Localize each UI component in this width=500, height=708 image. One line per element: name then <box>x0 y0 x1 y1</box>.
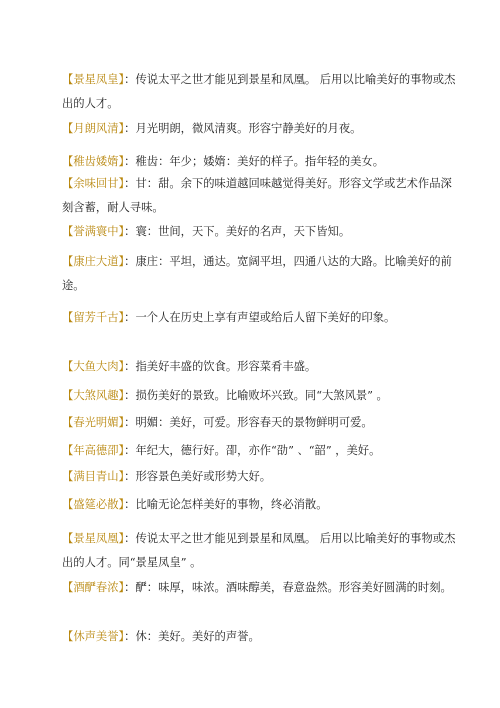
idiom-term: 月朗风清 <box>73 122 119 135</box>
idiom-definition: ：形容景色美好或形势大好。 <box>124 470 272 483</box>
idiom-definition: ：甘：甜。余下的味道越回味越觉得美好。形容文学或艺术作品深刻含蓄，耐人寻味。 <box>62 177 452 214</box>
idiom-entry: 【康庄大道】：康庄：平坦，通达。宽阔平坦，四通八达的大路。比喻美好的前途。 <box>62 255 452 292</box>
idiom-entry: 【余味回甘】：甘：甜。余下的味道越回味越觉得美好。形容文学或艺术作品深刻含蓄，耐人寻味。 <box>62 177 452 214</box>
idiom-term: 康庄大道 <box>73 255 119 268</box>
idiom-term: 誉满寰中 <box>73 225 119 238</box>
idiom-term: 春光明媚 <box>73 416 119 429</box>
idiom-entry: 【大鱼大肉】：指美好丰盛的饮食。形容菜肴丰盛。 <box>62 360 317 373</box>
idiom-entry: 【春光明媚】：明媚：美好，可爱。形容春天的景物鲜明可爱。 <box>62 416 373 429</box>
idiom-term: 酒酽春浓 <box>73 581 119 594</box>
idiom-term: 景星凤凰 <box>73 532 119 545</box>
idiom-entry: 【景星凤皇】：传说太平之世才能见到景星和凤凰。 后用以比喻美好的事物或杰出的人才。 <box>62 73 456 110</box>
idiom-entry: 【留芳千古】：一个人在历史上享有声望或给后人留下美好的印象。 <box>62 311 396 324</box>
idiom-entry: 【休声美誉】：休：美好。美好的声誉。 <box>62 630 260 643</box>
idiom-term: 休声美誉 <box>73 630 119 643</box>
idiom-definition: ：稚齿：年少；婑媠：美好的样子。指年轻的美女。 <box>124 155 385 168</box>
idiom-term: 大鱼大肉 <box>73 360 119 373</box>
idiom-term: 稚齿婑媠 <box>73 155 119 168</box>
idiom-definition: ：年纪大，德行好。卲，亦作“劭” 、“韶” ，美好。 <box>124 444 381 457</box>
idiom-definition: ：传说太平之世才能见到景星和凤凰。 后用以比喻美好的事物或杰出的人才。同“景星凤皇” 。 <box>62 532 456 569</box>
idiom-term: 年高德卲 <box>73 444 119 457</box>
idiom-entry: 【月朗风清】：月光明朗，微风清爽。形容宁静美好的月夜。 <box>62 122 362 135</box>
idiom-entry: 【年高德卲】：年纪大，德行好。卲，亦作“劭” 、“韶” ，美好。 <box>62 444 381 457</box>
idiom-entry: 【誉满寰中】：寰：世间，天下。美好的名声，天下皆知。 <box>62 225 351 238</box>
idiom-definition: ：指美好丰盛的饮食。形容菜肴丰盛。 <box>124 360 317 373</box>
idiom-definition: ：寰：世间，天下。美好的名声，天下皆知。 <box>124 225 351 238</box>
idiom-definition: ：一个人在历史上享有声望或给后人留下美好的印象。 <box>124 311 396 324</box>
idiom-term: 景星凤皇 <box>73 73 119 86</box>
idiom-definition: ：月光明朗，微风清爽。形容宁静美好的月夜。 <box>124 122 362 135</box>
idiom-definition: ：休：美好。美好的声誉。 <box>124 630 260 643</box>
idiom-entry: 【稚齿婑媠】：稚齿：年少；婑媠：美好的样子。指年轻的美女。 <box>62 155 385 168</box>
idiom-entry: 【酒酽春浓】：酽：味厚，味浓。酒味醇美，春意盎然。形容美好圆满的时刻。 <box>62 581 452 594</box>
idiom-term: 余味回甘 <box>73 177 119 190</box>
idiom-term: 留芳千古 <box>73 311 119 324</box>
idiom-entry: 【大煞风趣】：损伤美好的景致。比喻败坏兴致。同“大煞风景” 。 <box>62 389 388 402</box>
idiom-definition: ：比喻无论怎样美好的事物，终必消散。 <box>124 498 328 511</box>
idiom-definition: ：康庄：平坦，通达。宽阔平坦，四通八达的大路。比喻美好的前途。 <box>62 255 452 292</box>
idiom-entry: 【盛筵必散】：比喻无论怎样美好的事物，终必消散。 <box>62 498 328 511</box>
idiom-term: 盛筵必散 <box>73 498 119 511</box>
idiom-entry: 【景星凤凰】：传说太平之世才能见到景星和凤凰。 后用以比喻美好的事物或杰出的人才。同“景星凤皇” 。 <box>62 532 456 569</box>
idiom-definition: ：明媚：美好，可爱。形容春天的景物鲜明可爱。 <box>124 416 373 429</box>
idiom-definition: ：损伤美好的景致。比喻败坏兴致。同“大煞风景” 。 <box>124 389 388 402</box>
idiom-term: 满目青山 <box>73 470 119 483</box>
idiom-definition: ：酽：味厚，味浓。酒味醇美，春意盎然。形容美好圆满的时刻。 <box>124 581 452 594</box>
idiom-definition: ：传说太平之世才能见到景星和凤凰。 后用以比喻美好的事物或杰出的人才。 <box>62 73 456 110</box>
idiom-entry: 【满目青山】：形容景色美好或形势大好。 <box>62 470 272 483</box>
idiom-term: 大煞风趣 <box>73 389 119 402</box>
